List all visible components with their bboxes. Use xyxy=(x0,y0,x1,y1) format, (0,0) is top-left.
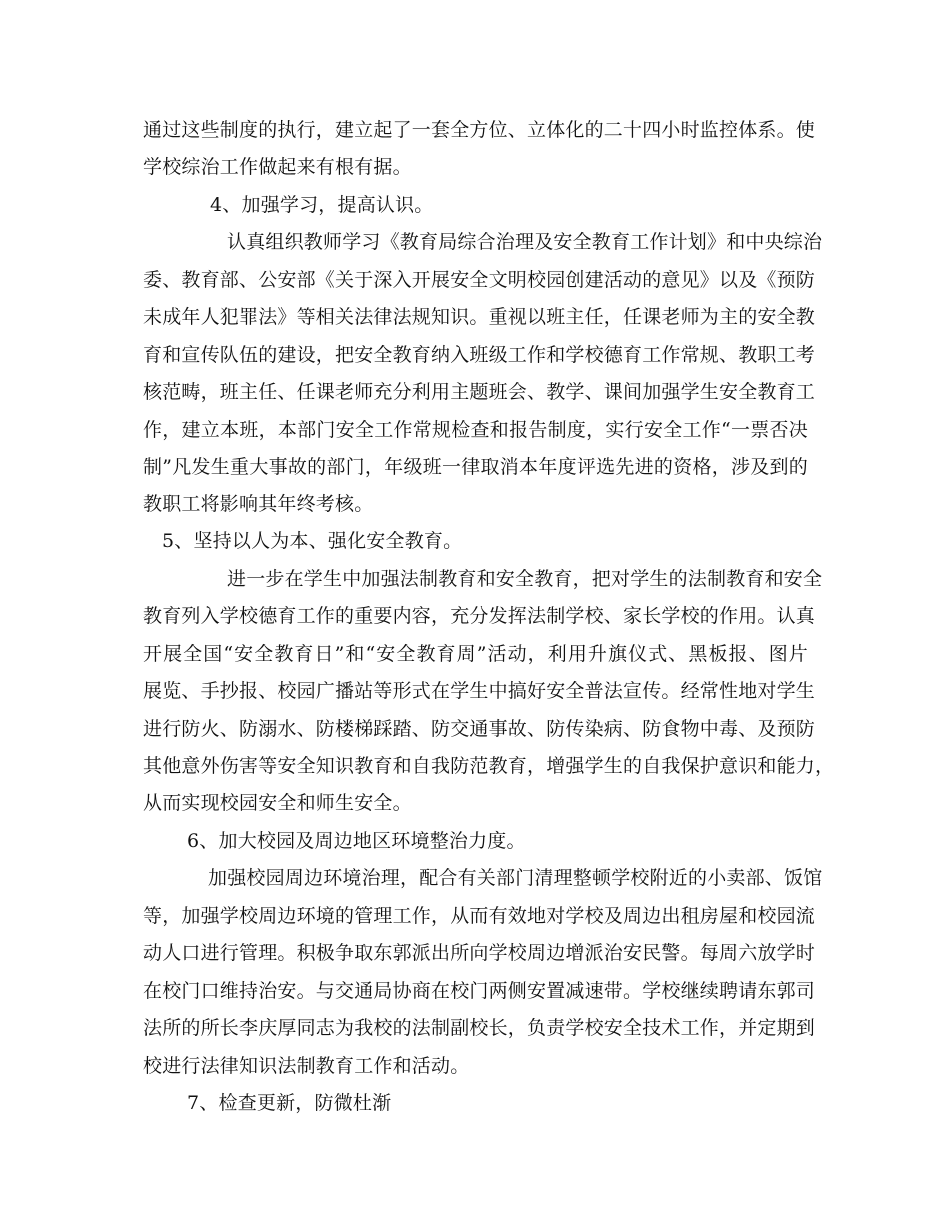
paragraph-line: 法所的所长李庆厚同志为我校的法制副校长，负责学校安全技术工作，并定期到 xyxy=(143,1017,816,1039)
paragraph-line: 动人口进行管理。积极争取东郭派出所向学校周边增派治安民警。每周六放学时 xyxy=(143,942,816,964)
paragraph-line: 委、教育部、公安部《关于深入开展安全文明校园创建活动的意见》以及《预防 xyxy=(143,269,816,291)
section-heading-5: 5、坚持以人为本、强化安全教育。 xyxy=(162,530,463,552)
paragraph-line: 在校门口维持治安。与交通局协商在校门两侧安置减速带。学校继续聘请东郭司 xyxy=(143,980,816,1002)
paragraph-line: 认真组织教师学习《教育局综合治理及安全教育工作计划》和中央综治 xyxy=(227,231,823,253)
paragraph-line: 进一步在学生中加强法制教育和安全教育，把对学生的法制教育和安全 xyxy=(227,568,823,590)
paragraph-line: 育和宣传队伍的建设，把安全教育纳入班级工作和学校德育工作常规、教职工考 xyxy=(143,344,816,366)
paragraph-line: 从而实现校园安全和师生安全。 xyxy=(143,792,412,814)
section-heading-7: 7、检查更新，防微杜渐 xyxy=(187,1092,392,1114)
paragraph-line: 校进行法律知识法制教育工作和活动。 xyxy=(143,1055,470,1077)
section-heading-6: 6、加大校园及周边地区环境整治力度。 xyxy=(187,830,526,852)
paragraph-line: 未成年人犯罪法》等相关法律法规知识。重视以班主任，任课老师为主的安全教 xyxy=(143,306,816,328)
paragraph-line: 制”凡发生重大事故的部门，年级班一律取消本年度评选先进的资格，涉及到的 xyxy=(143,456,808,478)
paragraph-line: 核范畴，班主任、任课老师充分利用主题班会、教学、课间加强学生安全教育工 xyxy=(143,381,816,403)
paragraph-line: 进行防火、防溺水、防楼梯踩踏、防交通事故、防传染病、防食物中毒、及预防 xyxy=(143,718,816,740)
section-heading-4: 4、加强学习，提高认识。 xyxy=(210,194,434,216)
paragraph-line: 开展全国“安全教育日”和“安全教育周”活动，利用升旗仪式、黑板报、图片 xyxy=(143,643,808,665)
paragraph-line: 教育列入学校德育工作的重要内容，充分发挥法制学校、家长学校的作用。认真 xyxy=(143,605,816,627)
paragraph-line: 通过这些制度的执行，建立起了一套全方位、立体化的二十四小时监控体系。使 xyxy=(143,119,816,141)
paragraph-line: 等，加强学校周边环境的管理工作，从而有效地对学校及周边出租房屋和校园流 xyxy=(143,905,816,927)
paragraph-line: 其他意外伤害等安全知识教育和自我防范教育，增强学生的自我保护意识和能力， xyxy=(143,755,835,777)
paragraph-line: 教职工将影响其年终考核。 xyxy=(143,493,374,515)
paragraph-line: 加强校园周边环境治理，配合有关部门清理整顿学校附近的小卖部、饭馆 xyxy=(208,867,823,889)
paragraph-line: 学校综治工作做起来有根有据。 xyxy=(143,156,412,178)
paragraph-line: 展览、手抄报、校园广播站等形式在学生中搞好安全普法宣传。经常性地对学生 xyxy=(143,680,816,702)
paragraph-line: 作，建立本班，本部门安全工作常规检查和报告制度，实行安全工作“一票否决 xyxy=(143,419,808,441)
